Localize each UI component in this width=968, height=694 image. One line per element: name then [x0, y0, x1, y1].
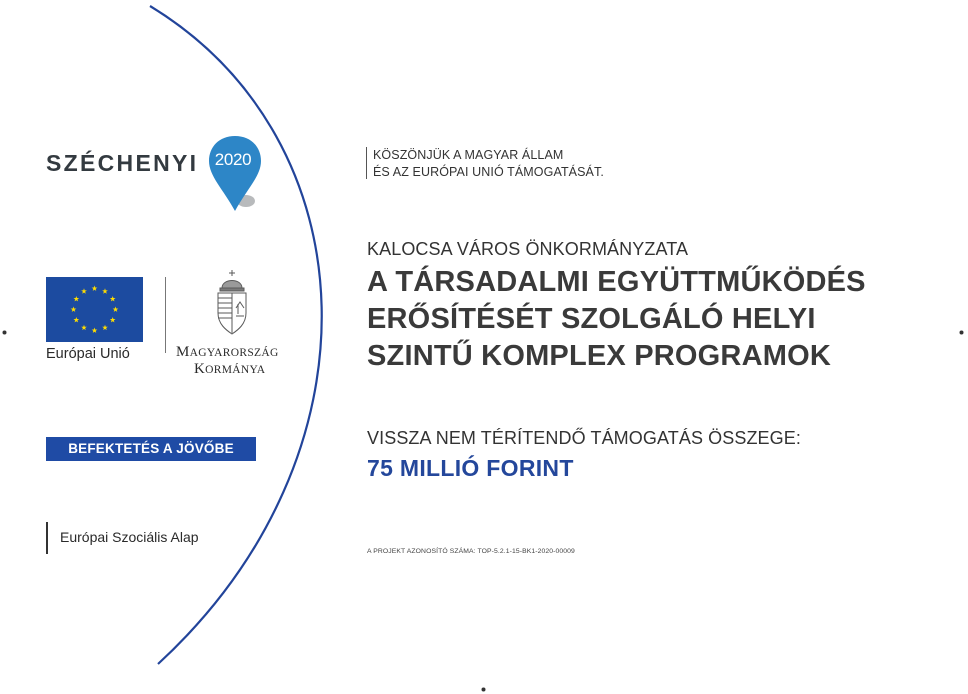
- registration-mark-icon: [958, 329, 965, 336]
- thanks-line-2: ÉS AZ EURÓPAI UNIÓ TÁMOGATÁSÁT.: [373, 165, 604, 179]
- coat-of-arms-icon: [212, 268, 252, 338]
- thanks-line-1: KÖSZÖNJÜK A MAGYAR ÁLLAM: [373, 148, 564, 162]
- esf-label: Európai Szociális Alap: [60, 529, 199, 545]
- eu-label: Európai Unió: [46, 346, 130, 362]
- eu-flag-icon: [46, 277, 143, 342]
- szechenyi-year: 2020: [214, 150, 252, 169]
- government-label-line1: MAGYARORSZÁG: [176, 344, 279, 360]
- thanks-divider: [366, 147, 367, 179]
- grant-amount-label: VISSZA NEM TÉRÍTENDŐ TÁMOGATÁS ÖSSZEGE:: [367, 428, 801, 448]
- registration-mark-icon: [480, 686, 487, 693]
- government-label-line2: KORMÁNYA: [194, 361, 266, 377]
- beneficiary-name: KALOCSA VÁROS ÖNKORMÁNYZATA: [367, 239, 689, 259]
- esf-divider: [46, 522, 48, 554]
- project-title-line: A TÁRSADALMI EGYÜTTMŰKÖDÉS: [367, 266, 866, 298]
- invest-in-future-badge: BEFEKTETÉS A JÖVŐBE: [46, 437, 256, 461]
- szechenyi-logo-text: SZÉCHENYI: [46, 150, 199, 176]
- location-pin-icon: [205, 134, 265, 214]
- grant-amount-value: 75 MILLIÓ FORINT: [367, 455, 574, 481]
- project-id: A PROJEKT AZONOSÍTÓ SZÁMA: TOP-5.2.1-15-BK1-2020-00009: [367, 548, 575, 555]
- registration-mark-icon: [1, 329, 8, 336]
- logo-divider: [165, 277, 166, 353]
- project-title-line: ERŐSÍTÉSÉT SZOLGÁLÓ HELYI: [367, 303, 816, 335]
- project-title-line: SZINTŰ KOMPLEX PROGRAMOK: [367, 340, 831, 372]
